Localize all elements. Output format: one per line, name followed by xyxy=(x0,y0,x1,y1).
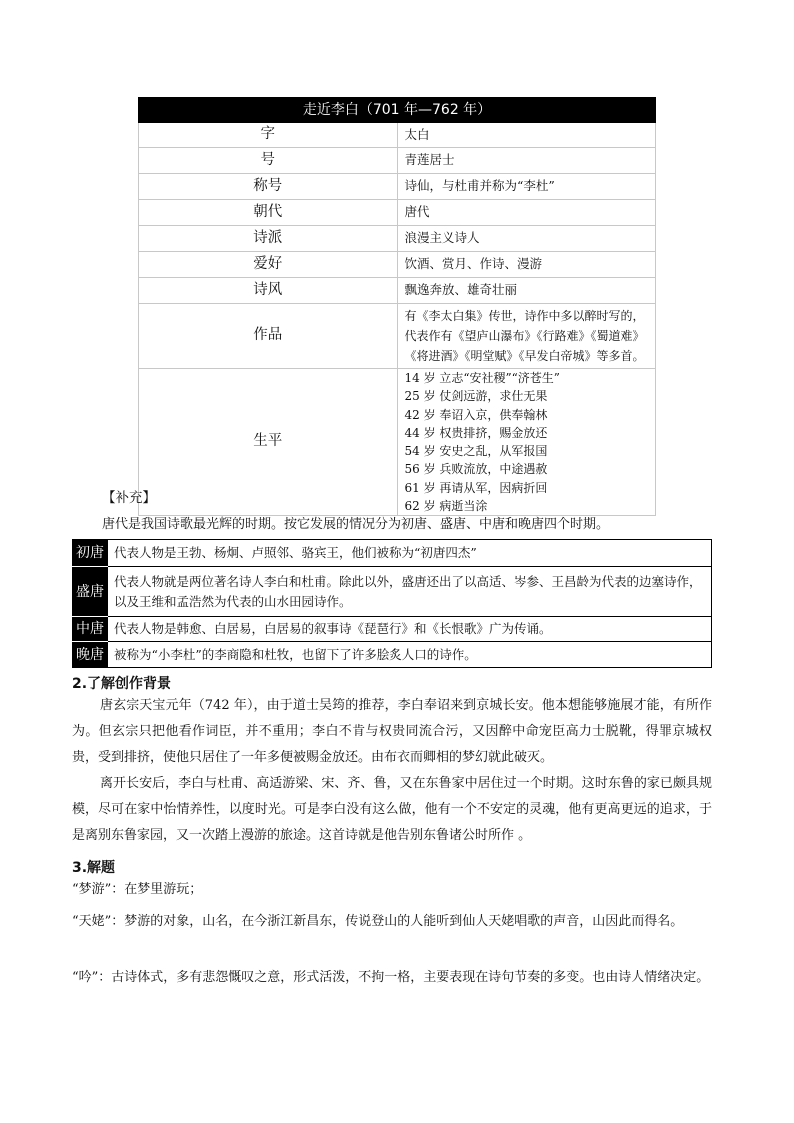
life-event: 44 岁 权贵排挤，赐金放还 xyxy=(404,425,548,440)
life-events xyxy=(397,369,656,516)
explain-line-yin: “吟”：古诗体式，多有悲怨慨叹之意，形式活泼，不拘一格，主要表现在诗句节奏的多变。也由诗人情绪决定。 xyxy=(72,970,710,985)
libai-info-table xyxy=(138,97,656,516)
life-event: 61 岁 再请从军，因病折回 xyxy=(404,480,548,495)
row-key: 作品 xyxy=(139,304,398,369)
row-value: 有《李太白集》传世，诗作中多以醉时写的，代表作有《望庐山瀑布》《行路难》《蜀道难》《将进酒》《明堂赋》《早发白帝城》等多首。 xyxy=(397,304,656,369)
background-heading: 2.了解创作背景 xyxy=(72,676,172,692)
life-event: 54 岁 安史之乱，从军报国 xyxy=(404,444,548,459)
row-value: 浪漫主义诗人 xyxy=(397,226,656,252)
libai-row-courtesy xyxy=(139,123,656,148)
life-event: 62 岁 病逝当涂 xyxy=(404,499,488,514)
libai-row-alias xyxy=(139,148,656,174)
row-key: 字 xyxy=(139,123,398,148)
tang-periods-table xyxy=(72,539,712,668)
supplement-heading: 【补充】 xyxy=(102,490,156,506)
period-desc: 代表人物就是两位著名诗人李白和杜甫。除此以外，盛唐还出了以高适、岑参、王昌龄为代表的边塞诗作，以及王维和孟浩然为代表的山水田园诗作。 xyxy=(108,567,712,617)
period-label: 盛唐 xyxy=(73,567,108,617)
libai-table-title-row xyxy=(139,98,656,123)
row-key: 诗风 xyxy=(139,278,398,304)
life-event: 25 岁 仗剑远游，求仕无果 xyxy=(404,389,548,404)
row-value: 唐代 xyxy=(397,200,656,226)
row-key: 号 xyxy=(139,148,398,174)
explain-line-tianmu: “天姥”：梦游的对象，山名，在今浙江新昌东，传说登山的人能听到仙人天姥唱歌的声音，山因此而得名。 xyxy=(72,914,684,929)
period-row xyxy=(73,567,712,617)
row-value: 飘逸奔放、雄奇壮丽 xyxy=(397,278,656,304)
period-label: 晚唐 xyxy=(73,642,108,668)
libai-row-hobbies xyxy=(139,252,656,278)
period-label: 初唐 xyxy=(73,540,108,567)
background-paragraph-2: 离开长安后，李白与杜甫、高适游梁、宋、齐、鲁，又在东鲁家中居住过一个时期。这时东鲁的家已颇具规模，尽可在家中怡情养性，以度时光。可是李白没有这么做，他有一个不安定的灵魂，他有更高更远的追求，于是离别东鲁家园，又一次踏上漫游的旅途。这首诗就是他告别东鲁诸公时所作 。 xyxy=(72,776,712,843)
row-value: 太白 xyxy=(397,123,656,148)
row-key: 生平 xyxy=(139,369,398,516)
period-row xyxy=(73,617,712,642)
period-row xyxy=(73,540,712,567)
libai-row-dynasty xyxy=(139,200,656,226)
period-desc: 被称为“小李杜”的李商隐和杜牧，也留下了许多脍炙人口的诗作。 xyxy=(108,642,712,668)
explain-heading: 3.解题 xyxy=(72,860,116,876)
libai-row-school xyxy=(139,226,656,252)
period-row xyxy=(73,642,712,668)
row-value: 饮酒、赏月、作诗、漫游 xyxy=(397,252,656,278)
row-value: 诗仙，与杜甫并称为“李杜” xyxy=(397,174,656,200)
period-desc: 代表人物是韩愈、白居易，白居易的叙事诗《琵琶行》和《长恨歌》广为传诵。 xyxy=(108,617,712,642)
libai-row-style xyxy=(139,278,656,304)
life-event: 14 岁 立志“安社稷”“济苍生” xyxy=(404,371,560,385)
supplement-text: 唐代是我国诗歌最光辉的时期。按它发展的情况分为初唐、盛唐、中唐和晚唐四个时期。 xyxy=(102,517,610,532)
libai-table-title: 走近李白（701 年—762 年） xyxy=(139,98,656,123)
life-event: 42 岁 奉诏入京，供奉翰林 xyxy=(404,407,548,422)
explain-line-dream: “梦游”：在梦里游玩； xyxy=(72,882,203,897)
background-paragraph-1: 唐玄宗天宝元年（742 年），由于道士吴筠的推荐，李白奉诏来到京城长安。他本想能够施展才能，有所作为。但玄宗只把他看作词臣，并不重用；李白不肯与权贵同流合污，又因醉中命宠臣高力士脱靴，得罪京城权贵，受到排挤，使他只居住了一年多便被赐金放还。由布衣而卿相的梦幻就此破灭。 xyxy=(72,698,712,765)
life-event: 56 岁 兵败流放，中途遇赦 xyxy=(404,462,548,477)
row-key: 爱好 xyxy=(139,252,398,278)
libai-row-title xyxy=(139,174,656,200)
libai-row-life xyxy=(139,369,656,516)
row-key: 朝代 xyxy=(139,200,398,226)
row-key: 称号 xyxy=(139,174,398,200)
period-desc: 代表人物是王勃、杨炯、卢照邻、骆宾王，他们被称为“初唐四杰” xyxy=(108,540,712,567)
row-value: 青莲居士 xyxy=(397,148,656,174)
row-key: 诗派 xyxy=(139,226,398,252)
libai-row-works xyxy=(139,304,656,369)
period-label: 中唐 xyxy=(73,617,108,642)
